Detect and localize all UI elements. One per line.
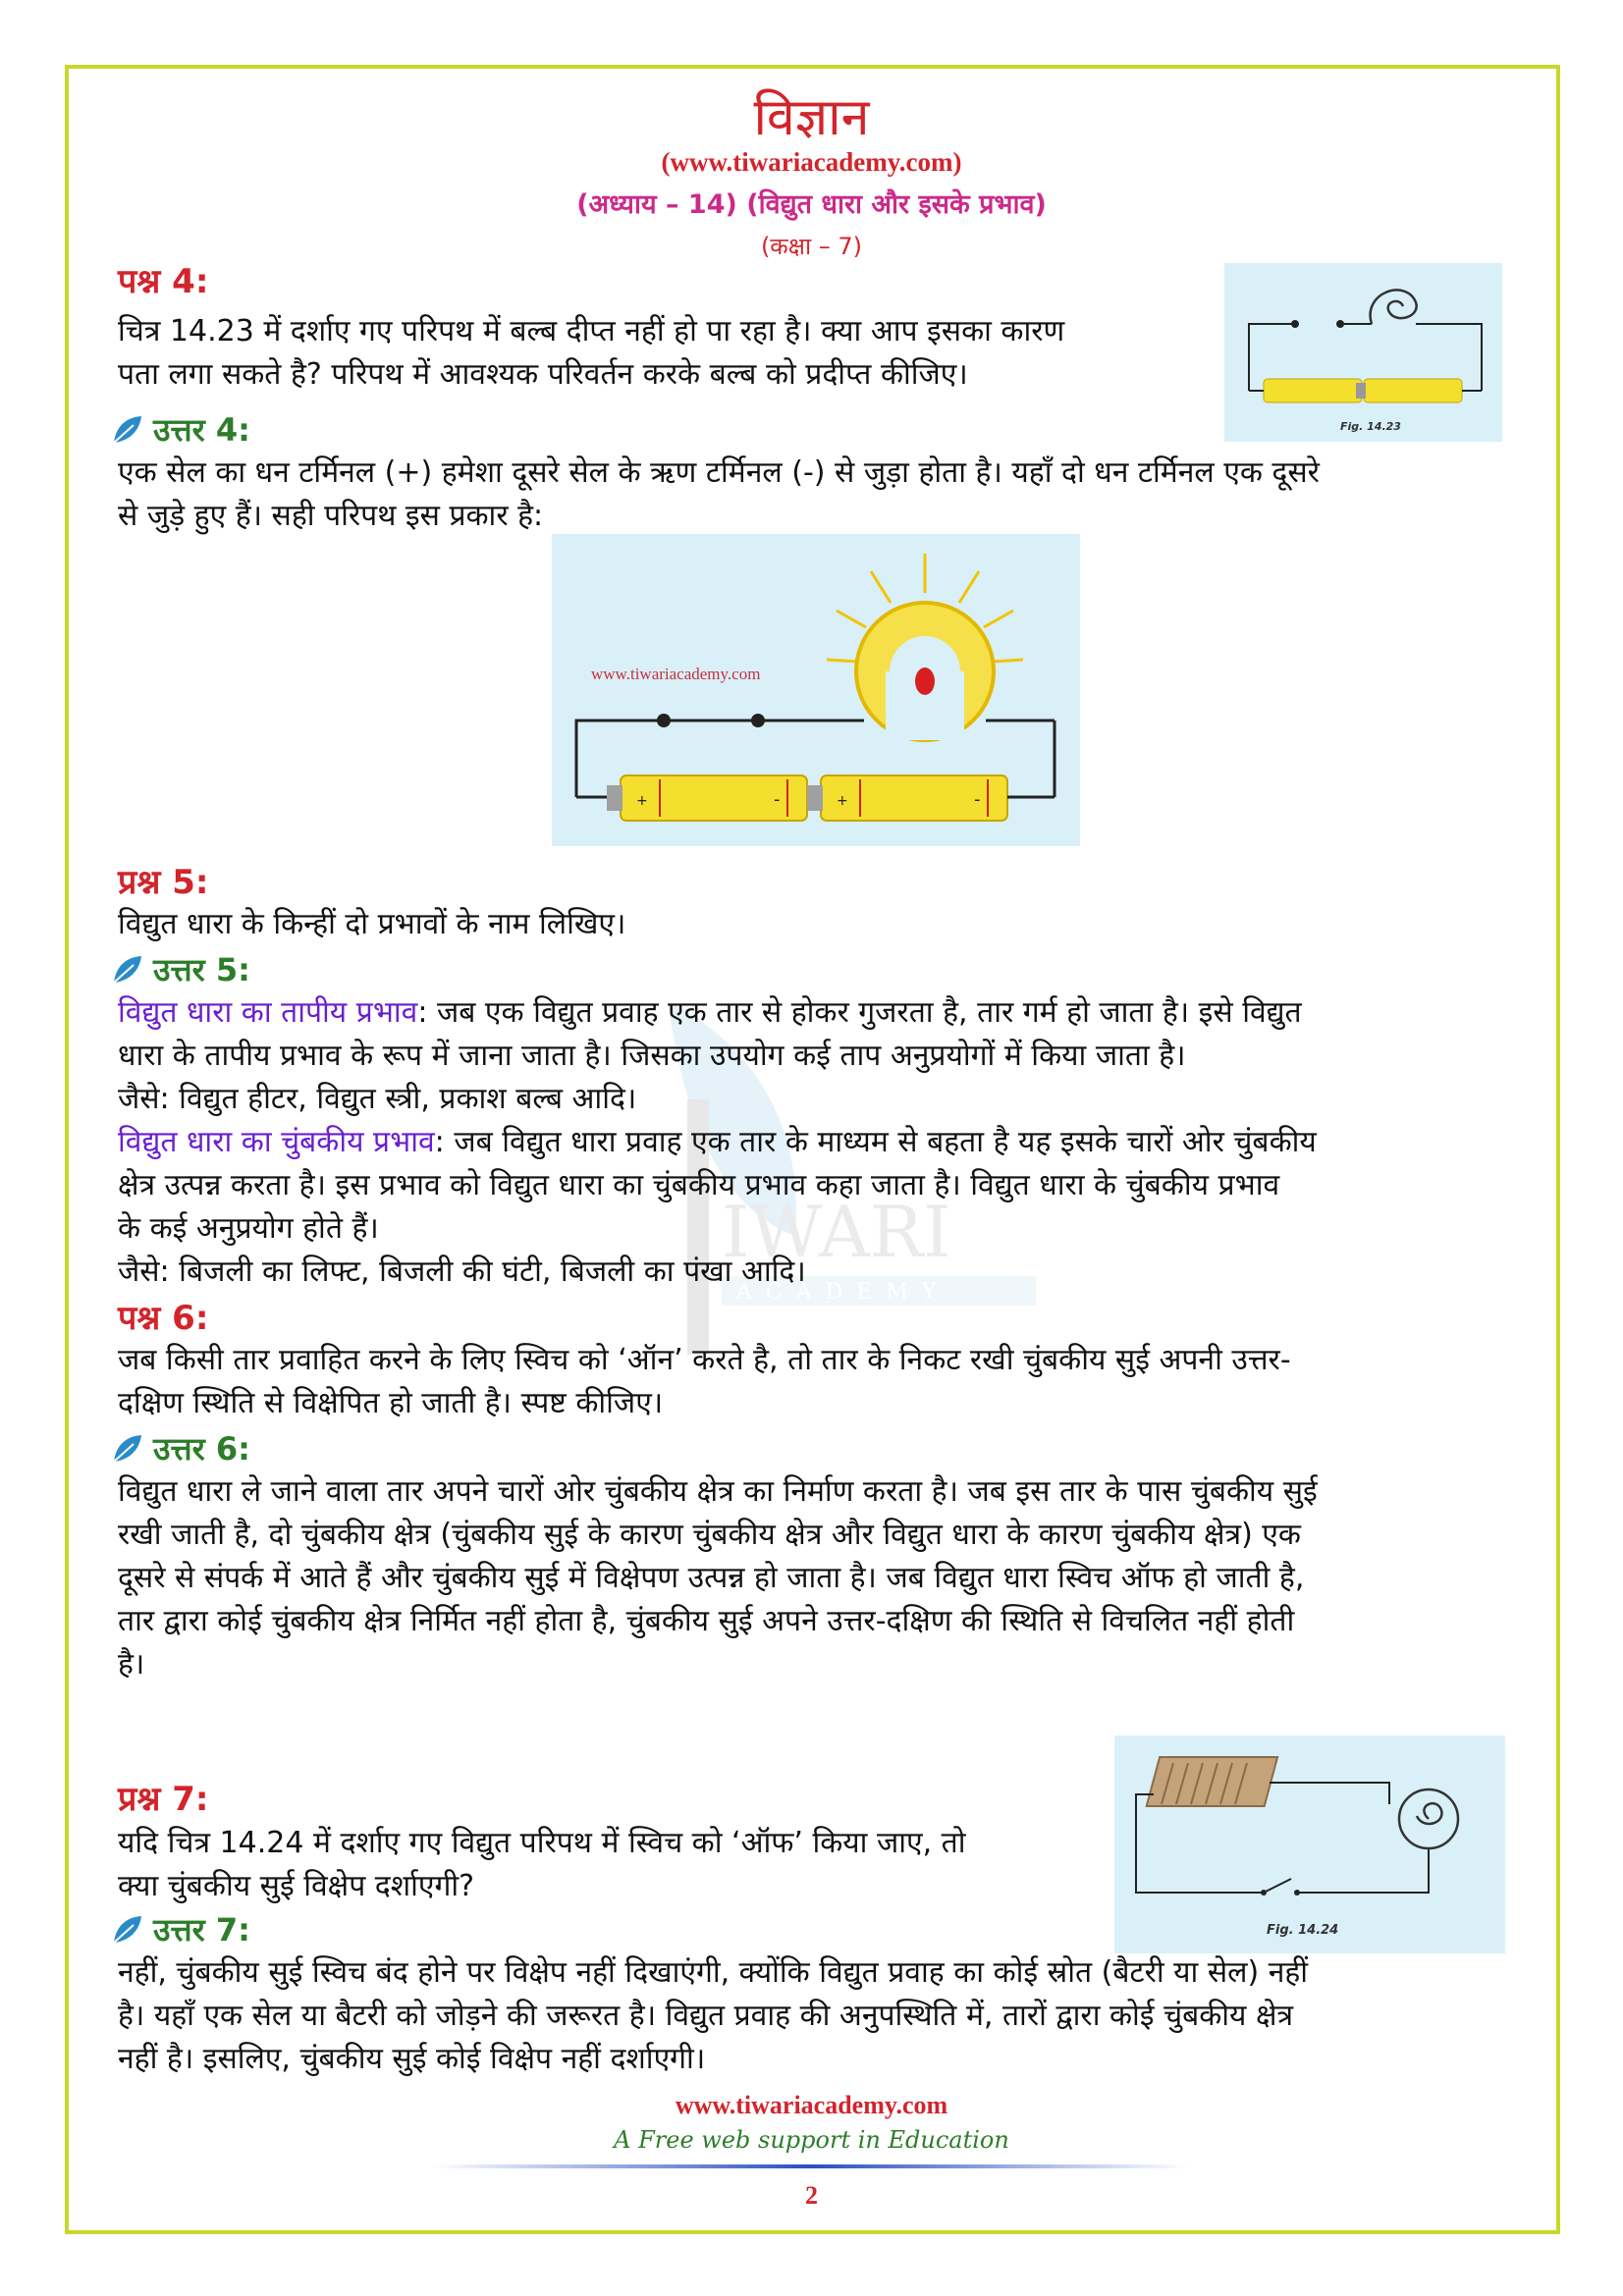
question-6-label: पश्न 6: <box>118 1299 209 1338</box>
watermark-sub: ACADEMY <box>736 1280 950 1305</box>
figure-14-24 <box>1114 1735 1505 1953</box>
question-4-line: चित्र 14.23 में दर्शाए गए परिपथ में बल्ब दीप्त नहीं हो पा रहा है। क्या आप इसका कारण <box>118 314 1065 348</box>
answer-5-line: धारा के तापीय प्रभाव के रूप में जाना जाता है। जिसका उपयोग कई ताप अनुप्रयोगों में किया जाता है। <box>118 1039 1186 1073</box>
chapter-title: (अध्याय – 14) (विद्युत धारा और इसके प्रभाव) <box>576 189 1047 220</box>
question-7-label: प्रश्न 7: <box>118 1780 209 1819</box>
svg-text:+: + <box>837 793 848 809</box>
figure-14-23 <box>1224 263 1502 442</box>
question-5-text <box>118 903 625 946</box>
answer-6-label: उत्तर 6: <box>153 1430 250 1468</box>
question-7-line: क्या चुंबकीय सुई विक्षेप दर्शाएगी? <box>118 1869 475 1903</box>
page-title: विज्ञान <box>753 88 870 147</box>
question-4-label: पश्न 4: <box>118 262 209 301</box>
header-website: (www.tiwariacademy.com) <box>661 147 962 177</box>
answer-7-label: उत्तर 7: <box>153 1911 250 1949</box>
answer-7-heading <box>110 1908 250 1950</box>
answer-5-line: क्षेत्र उत्पन्न करता है। इस प्रभाव को विद्युत धारा का चुंबकीय प्रभाव कहा जाता है। विद्युत धारा के चुंबकीय प्रभाव <box>118 1168 1280 1202</box>
answer-5-heading <box>110 948 250 990</box>
footer-divider <box>432 2164 1188 2168</box>
footer-tagline: A Free web support in Education <box>614 2126 1009 2154</box>
figure-website-watermark: www.tiwariacademy.com <box>591 665 761 683</box>
class-label: (कक्षा – 7) <box>760 233 863 260</box>
answer-5-line-rest: : जब एक विद्युत प्रवाह एक तार से होकर गुजरता है, तार गर्म हो जाता है। इसे विद्युत <box>417 995 1302 1030</box>
answer-7-text <box>118 1951 1308 2081</box>
figure-14-23-caption: Fig. 14.23 <box>1340 420 1401 433</box>
answer-5-line <box>118 1121 1317 1164</box>
footer-website: www.tiwariacademy.com <box>675 2091 948 2119</box>
tiwari-leaf-icon <box>110 1432 145 1466</box>
question-4-text <box>118 310 1064 397</box>
tiwari-leaf-icon <box>110 953 145 987</box>
tiwari-leaf-icon <box>110 1913 145 1947</box>
question-5-line: विद्युत धारा के किन्हीं दो प्रभावों के नाम लिखिए। <box>118 907 626 941</box>
answer-4-label: उत्तर 4: <box>153 411 250 449</box>
correct-circuit-figure <box>552 534 1080 846</box>
figure-14-24-caption: Fig. 14.24 <box>1267 1923 1339 1938</box>
question-7-text <box>118 1822 966 1908</box>
question-6-line: जब किसी तार प्रवाहित करने के लिए स्विच को ‘ऑन’ करते है, तो तार के निकट रखी चुंबकीय सुई अपनी उत्तर- <box>118 1343 1291 1377</box>
svg-text:+: + <box>636 793 648 809</box>
answer-5-text <box>118 991 1317 1294</box>
answer-7-line: है। यहाँ एक सेल या बैटरी को जोड़ने की जरूरत है। विद्युत प्रवाह की अनुपस्थिति में, तारों द्वारा कोई चुंबकीय क्षेत्र <box>118 1999 1294 2033</box>
answer-6-line: विद्युत धारा ले जाने वाला तार अपने चारों ओर चुंबकीय क्षेत्र का निर्माण करता है। जब इस तार के पास चुंबकीय सुई <box>118 1474 1318 1509</box>
answer-4-heading <box>110 408 250 451</box>
svg-text:-: - <box>974 789 981 810</box>
question-6-text <box>118 1339 1291 1425</box>
page-number: 2 <box>805 2181 818 2210</box>
question-6-line: दक्षिण स्थिति से विक्षेपित हो जाती है। स्पष्ट कीजिए। <box>118 1386 664 1420</box>
answer-6-line: तार द्वारा कोई चुंबकीय क्षेत्र निर्मित नहीं होता है, चुंबकीय सुई अपने उत्तर-दक्षिण की स्थिति से विचलित नहीं होती <box>118 1604 1295 1638</box>
answer-5-line: जैसे: विद्युत हीटर, विद्युत स्त्री, प्रकाश बल्ब आदि। <box>118 1082 637 1116</box>
answer-6-line: दूसरे से संपर्क में आते हैं और चुंबकीय सुई में विक्षेपण उत्पन्न हो जाता है। जब विद्युत धारा स्विच ऑफ हो जाती है, <box>118 1561 1305 1595</box>
answer-4-line: एक सेल का धन टर्मिनल (+) हमेशा दूसरे सेल के ऋण टर्मिनल (-) से जुड़ा होता है। यहाँ दो धन टर्मिनल एक दूसरे <box>118 455 1320 490</box>
question-7-line: यदि चित्र 14.24 में दर्शाए गए विद्युत परिपथ में स्विच को ‘ऑफ’ किया जाए, तो <box>118 1826 966 1860</box>
magnetic-effect-term: विद्युत धारा का चुंबकीय प्रभाव <box>118 1125 435 1159</box>
question-5-label: प्रश्न 5: <box>118 863 209 902</box>
question-4-line: पता लगा सकते है? परिपथ में आवश्यक परिवर्तन करके बल्ब को प्रदीप्त कीजिए। <box>118 357 968 392</box>
answer-4-text <box>118 452 1320 538</box>
watermark-brand: IWARI <box>722 1191 951 1273</box>
answer-7-line: नहीं, चुंबकीय सुई स्विच बंद होने पर विक्षेप नहीं दिखाएंगी, क्योंकि विद्युत प्रवाह का कोई स्रोत (बैटरी या सेल) नहीं <box>118 1955 1309 1990</box>
answer-5-line: के कई अनुप्रयोग होते हैं। <box>118 1211 379 1246</box>
answer-6-text <box>118 1470 1318 1686</box>
answer-5-label: उत्तर 5: <box>153 951 250 988</box>
answer-6-line: रखी जाती है, दो चुंबकीय क्षेत्र (चुंबकीय सुई के कारण चुंबकीय क्षेत्र और विद्युत धारा के कारण चुंबकीय क्षेत्र) एक <box>118 1518 1301 1552</box>
answer-4-line: से जुड़े हुए हैं। सही परिपथ इस प्रकार है: <box>118 499 544 533</box>
answer-5-line: जैसे: बिजली का लिफ्ट, बिजली की घंटी, बिजली का पंखा आदि। <box>118 1255 806 1289</box>
heating-effect-term: विद्युत धारा का तापीय प्रभाव <box>118 995 418 1030</box>
svg-text:-: - <box>774 789 781 810</box>
answer-7-line: नहीं है। इसलिए, चुंबकीय सुई कोई विक्षेप नहीं दर्शाएगी। <box>118 2042 706 2076</box>
answer-5-line-rest: : जब विद्युत धारा प्रवाह एक तार के माध्यम से बहता है यह इसके चारों ओर चुंबकीय <box>434 1125 1317 1159</box>
answer-5-line <box>118 991 1317 1035</box>
answer-6-heading <box>110 1427 250 1469</box>
tiwari-leaf-icon <box>110 413 145 447</box>
answer-6-line: है। <box>118 1647 145 1682</box>
